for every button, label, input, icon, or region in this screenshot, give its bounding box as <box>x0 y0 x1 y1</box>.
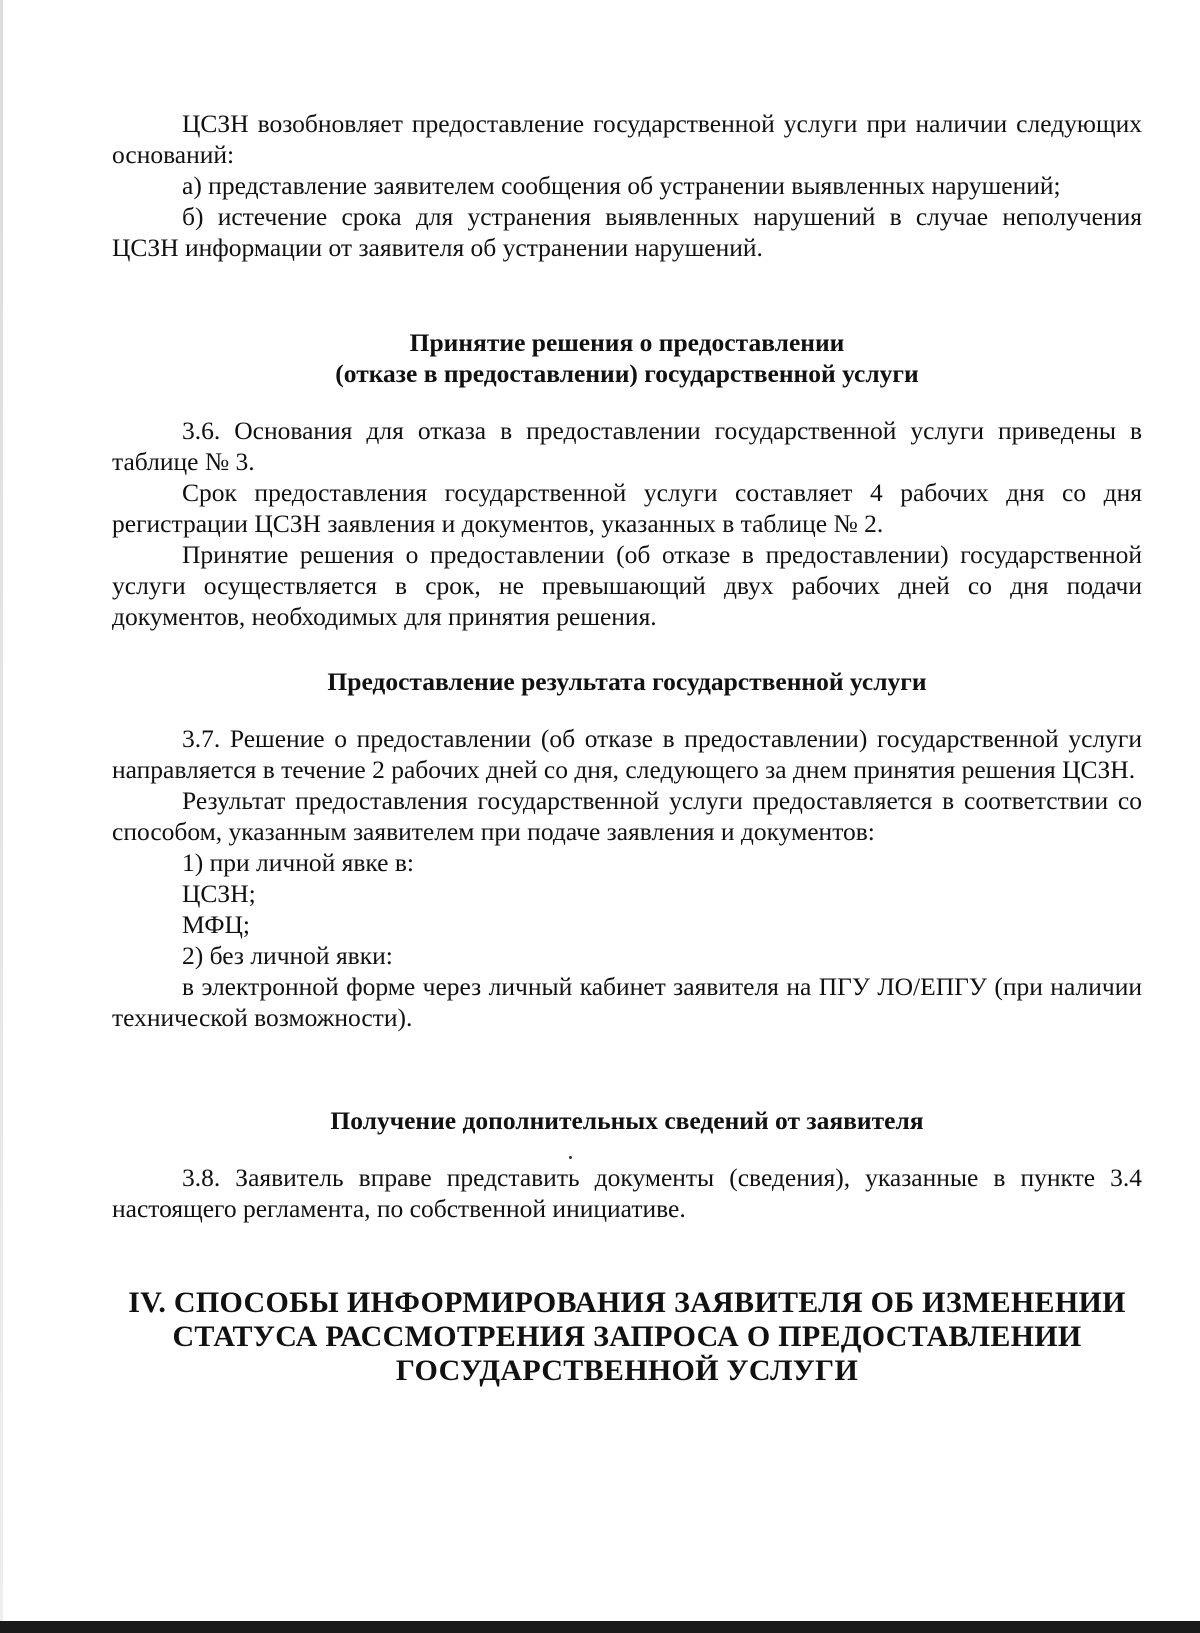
list-item-mfc: МФЦ; <box>182 910 250 939</box>
section-result-heading: Предоставление результата государственной услуги <box>327 667 927 696</box>
section-decision-heading-line2: (отказе в предоставлении) государственной услуги <box>335 359 919 388</box>
list-item-personal: 1) при личной явке в: <box>182 848 414 877</box>
section-additional <box>112 1105 1142 1224</box>
paragraph-resume-grounds: ЦСЗН возобновляет предоставление государственной услуги при наличии следующих оснований: <box>112 109 1142 169</box>
paragraph-result-method: Результат предоставления государственной услуги предоставляется в соответствии со способом, указанным заявителем при подаче заявления и документов: <box>112 786 1142 846</box>
section-iv-heading <box>112 1286 1142 1388</box>
paragraph-decision-term: Принятие решения о предоставлении (об отказе в предоставлении) государственной услуги осуществляется в срок, не превышающий двух рабочих дней со дня подачи документов, необходимых для принятия решения. <box>112 540 1142 631</box>
scan-bottom-edge <box>0 1621 1200 1633</box>
scan-left-edge <box>0 0 3 1633</box>
section-result <box>112 666 1142 1033</box>
section-additional-heading: Получение дополнительных сведений от заявителя <box>330 1106 924 1135</box>
section-iv-line2: СТАТУСА РАССМОТРЕНИЯ ЗАПРОСА О ПРЕДОСТАВЛЕНИИ <box>172 1320 1082 1353</box>
list-item-electronic: в электронной форме через личный кабинет заявителя на ПГУ ЛО/ЕПГУ (при наличии технической возможности). <box>112 972 1142 1032</box>
scan-speck <box>569 1156 572 1159</box>
section-iv-line3: ГОСУДАРСТВЕННОЙ УСЛУГИ <box>395 1354 859 1387</box>
list-item-cszn: ЦСЗН; <box>182 879 256 908</box>
list-item-remote: 2) без личной явки: <box>182 941 393 970</box>
paragraph-3-6: 3.6. Основания для отказа в предоставлении государственной услуги приведены в таблице № 3. <box>112 416 1142 476</box>
section-decision <box>112 327 1142 632</box>
section-iv-line1: IV. СПОСОБЫ ИНФОРМИРОВАНИЯ ЗАЯВИТЕЛЯ ОБ ИЗМЕНЕНИИ <box>128 1286 1126 1319</box>
paragraph-3-7: 3.7. Решение о предоставлении (об отказе в предоставлении) государственной услуги направляется в течение 2 рабочих дней со дня, следующего за днем принятия решения ЦСЗН. <box>112 724 1142 784</box>
paragraph-item-a: а) представление заявителем сообщения об устранении выявленных нарушений; <box>182 171 1061 200</box>
document-body <box>112 108 1142 1388</box>
paragraph-3-8: 3.8. Заявитель вправе представить документы (сведения), указанные в пункте 3.4 настоящего регламента, по собственной инициативе. <box>112 1163 1142 1223</box>
paragraph-term: Срок предоставления государственной услуги составляет 4 рабочих дня со дня регистрации ЦСЗН заявления и документов, указанных в таблице № 2. <box>112 478 1142 538</box>
section-decision-heading-line1: Принятие решения о предоставлении <box>409 328 845 357</box>
paragraph-item-b: б) истечение срока для устранения выявленных нарушений в случае неполучения ЦСЗН информации от заявителя об устранении нарушений. <box>112 202 1142 262</box>
